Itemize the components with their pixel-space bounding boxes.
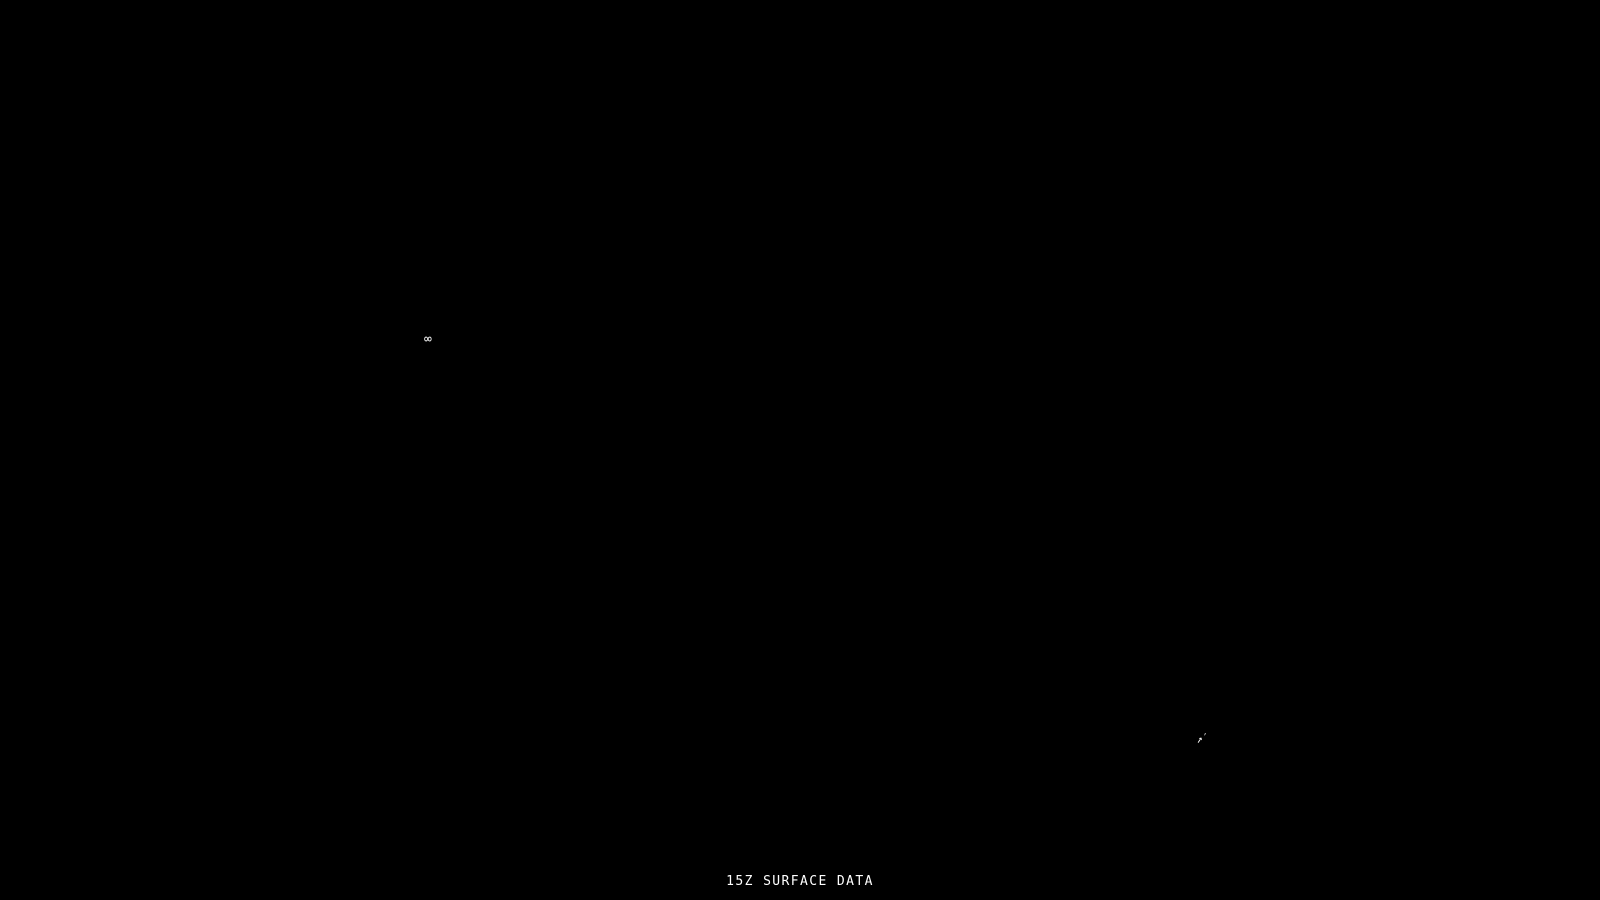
station-plot-left-marker: ∞ <box>424 332 431 347</box>
map-caption: 15Z SURFACE DATA <box>726 874 874 889</box>
station-plot-right-marker: ↗′ <box>1194 730 1211 747</box>
